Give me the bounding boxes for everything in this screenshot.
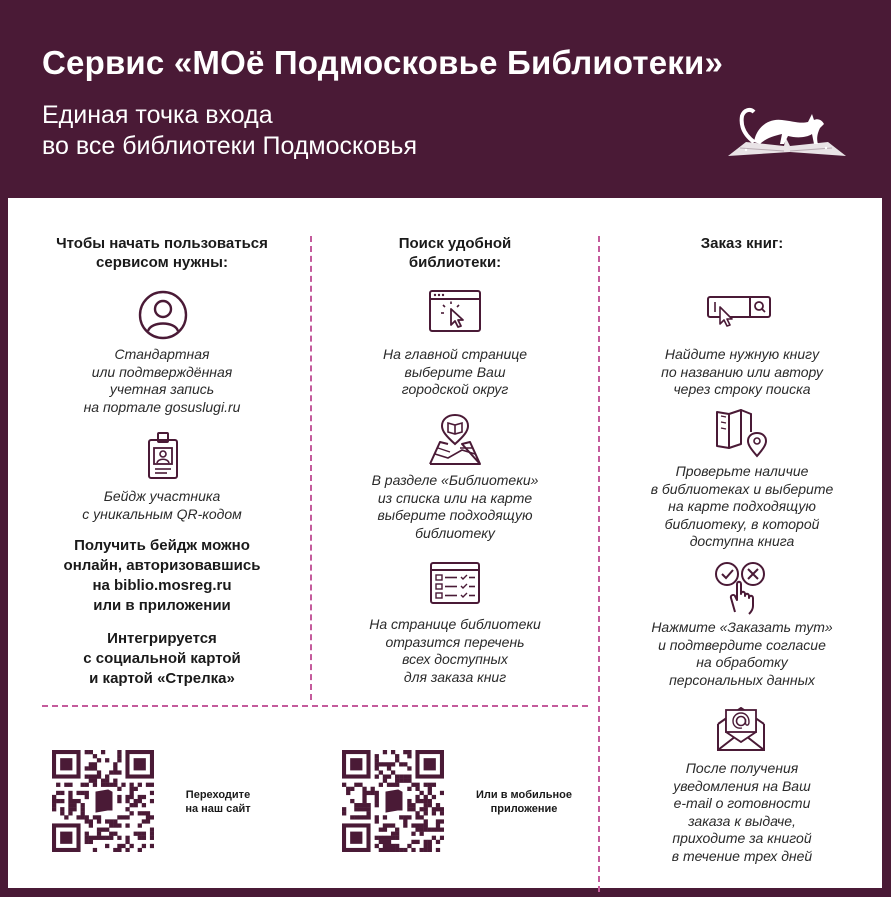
text-line: для заказа книг (403, 668, 507, 685)
section-divider (42, 705, 588, 707)
app-qr-code[interactable] (342, 750, 444, 852)
subtitle-line: во все библиотеки Подмосковья (42, 132, 417, 160)
caption-line: Переходите (185, 789, 251, 801)
text-line: Проверьте наличие (675, 463, 809, 479)
hand-check-icon (713, 560, 769, 616)
col3-item4-text (606, 760, 878, 865)
col1-title (22, 234, 302, 272)
column-divider (310, 236, 312, 700)
page-subtitle (42, 100, 417, 162)
text-line: На странице библиотеки (369, 616, 541, 632)
text-line: выберите Ваш (404, 363, 506, 380)
text-line: из списка или на карте (377, 489, 533, 506)
title-line: Заказ книг: (700, 235, 784, 252)
text-line: в библиотеках и выберите (650, 480, 834, 497)
text-line: и картой «Стрелка» (89, 670, 235, 687)
col3-item2-text (606, 463, 878, 551)
col3-item1-text (606, 346, 878, 399)
text-line: персональных данных (669, 671, 815, 688)
page-title: Сервис «МОё Подмосковье Библиотеки» (42, 44, 724, 81)
text-line: Стандартная (114, 346, 210, 362)
title-line: Чтобы начать пользоваться (56, 235, 268, 252)
col2-item3-text (320, 616, 590, 686)
cat-on-book-logo (726, 98, 848, 160)
text-line: на biblio.mosreg.ru (92, 577, 232, 594)
browser-click-icon (428, 289, 482, 333)
text-line: В разделе «Библиотеки» (371, 472, 539, 488)
title-line: Поиск удобной (398, 235, 512, 252)
text-line: приходите за книгой (672, 830, 812, 846)
col2-item1-text (320, 346, 590, 399)
id-badge-icon (145, 430, 181, 482)
text-line: и подтвердите согласие (658, 636, 826, 653)
col2-title (320, 234, 590, 272)
site-qr-caption (168, 788, 268, 816)
app-logo-icon (90, 788, 116, 814)
col3-item3-text (606, 619, 878, 689)
text-line: Получить бейдж можно (74, 537, 250, 554)
text-line: заказа к выдаче, (688, 812, 796, 829)
search-bar-icon (706, 295, 772, 327)
text-line: через строку поиска (673, 381, 811, 397)
text-line: с уникальным QR-кодом (82, 505, 242, 522)
col1-item1-text (22, 346, 302, 416)
text-line: по названию или автору (661, 363, 823, 380)
text-line: библиотеку, в которой (664, 515, 820, 532)
text-line: с социальной картой (83, 650, 241, 667)
map-pin-book-icon (428, 414, 482, 468)
site-qr-code[interactable] (52, 750, 154, 852)
title-line: сервисом нужны: (96, 254, 228, 271)
caption-line: приложение (490, 803, 558, 815)
text-line: на карте подходящую (668, 498, 816, 514)
text-line: или в приложении (93, 597, 231, 614)
book-location-icon (713, 406, 769, 458)
subtitle-line: Единая точка входа (42, 101, 273, 129)
text-line: на обработку (696, 654, 788, 670)
text-line: или подтверждённая (91, 363, 233, 380)
user-circle-icon (137, 289, 189, 341)
text-line: уведомления на Ваш (673, 777, 811, 794)
badge-info-text (22, 536, 302, 616)
content-panel (8, 198, 882, 888)
text-line: онлайн, авторизовавшись (63, 557, 261, 574)
text-line: учетная запись (109, 381, 215, 397)
text-line: выберите подходящую (377, 507, 533, 523)
col3-title (606, 234, 878, 253)
text-line: городской округ (401, 381, 509, 397)
text-line: Бейдж участника (103, 488, 221, 504)
text-line: на портале gosuslugi.ru (83, 398, 241, 415)
text-line: доступна книга (689, 533, 795, 549)
email-envelope-icon (714, 702, 768, 752)
caption-line: Или в мобильное (475, 789, 573, 801)
text-line: После получения (685, 760, 799, 776)
col2-item2-text (320, 472, 590, 542)
text-line: отразится перечень (385, 633, 525, 650)
app-logo-icon (380, 788, 406, 814)
text-line: в течение трех дней (671, 847, 813, 864)
text-line: Найдите нужную книгу (664, 346, 820, 362)
text-line: Интегрируется (107, 630, 217, 647)
column-divider (598, 236, 600, 892)
caption-line: на наш сайт (185, 803, 251, 815)
app-qr-caption (464, 788, 584, 816)
checklist-icon (429, 561, 481, 605)
text-line: На главной странице (382, 346, 528, 362)
title-line: библиотеки: (408, 254, 502, 271)
integration-text (22, 629, 302, 689)
text-line: всех доступных (402, 651, 508, 667)
col1-item2-text (22, 488, 302, 523)
text-line: библиотеку (415, 524, 495, 541)
text-line: Нажмите «Заказать тут» (651, 619, 833, 635)
header (0, 0, 891, 198)
text-line: e-mail о готовности (673, 795, 811, 811)
